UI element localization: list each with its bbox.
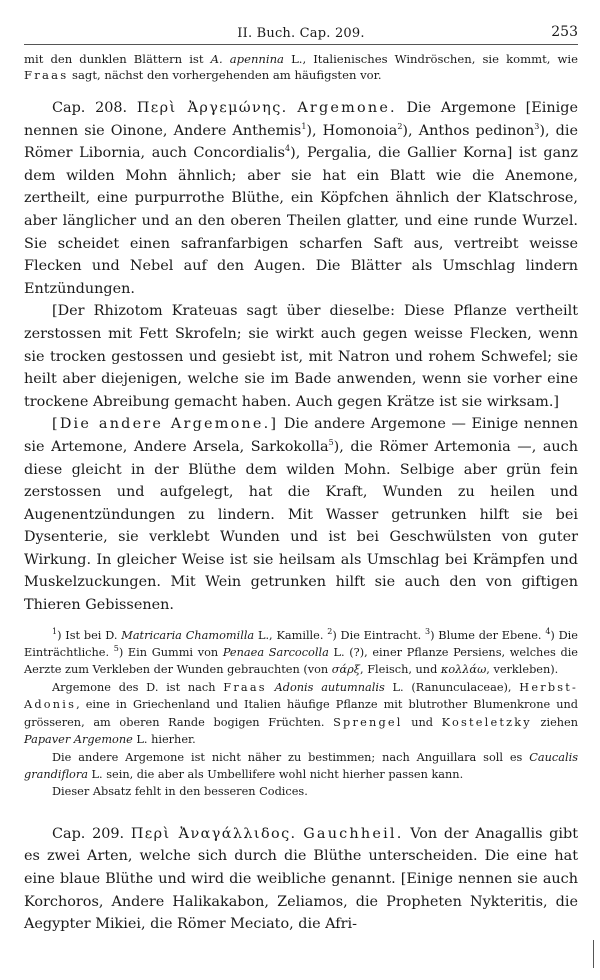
author-name: Fraas: [223, 680, 267, 694]
text-run: sagt, nächst den vorhergehenden am häufigsten vor.: [68, 68, 382, 82]
species-name: Adonis autumnalis: [274, 680, 385, 694]
footnotes-section: [24, 627, 578, 801]
text-run: L. (?), einer Pflanze Persiens, welches die Aerzte zum Verkleben der Wunden gebrauchten (von: [24, 646, 578, 677]
text-run: ), Anthos pedinon: [402, 122, 535, 139]
text-run: ziehen: [531, 715, 579, 729]
chapter-208-paragraph: [24, 97, 578, 300]
common-name: Herbst-Adonis: [24, 680, 579, 712]
text-run: L. sein, die aber als Umbellifere wohl nicht hierher passen kann.: [87, 767, 464, 781]
text-run: Die Argemone [Einige nennen sie Oinone, Andere Anthemis: [24, 100, 578, 139]
text-run: [267, 681, 275, 694]
krateuas-paragraph: [Der Rhizotom Krateuas sagt über dieselbe: Diese Pflanze vertheilt zerstossen mit Fett Skrofeln; sie wirkt auch gegen weisse Flecken, wenn sie trocken gestossen und gesiebt ist, mit Natron und rohem Schwefel; sie heilt aber diejenigen, welche sie im Bade anwenden, wenn sie vorher eine trockene Abreibung gemacht haben. Auch gegen Krätze ist sie wirksam.]: [24, 303, 578, 410]
text-run: Von der Anagallis gibt es zwei Arten, welche sich durch die Blüthe unterscheiden. Die eine hat eine blaue Blüthe und wird die weibliche genannt. [Einige nennen sie auch Korchoros, Andere Halikakabon, Zeliamos, die Propheten Nykteritis, die Aegypter Mikiei, die Römer Meciato, die Afri-: [24, 825, 578, 933]
footnote-number: 5: [113, 644, 119, 654]
text-run: mit den dunklen Blättern ist: [24, 52, 211, 66]
text-run: ) Blume der Ebene.: [430, 628, 546, 642]
footnote-number: 3: [425, 626, 431, 636]
text-run: ), die Römer Libornia, auch Concordialis: [24, 122, 578, 162]
footnote-ref: 5: [328, 438, 334, 448]
text-run: ), Pergalia, die Gallier Korna] ist ganz dem wilden Mohn ähnlich; aber sie hat ein Blatt wie die Anemone, zertheilt, eine purpurrothe Blüthe, ein Köpfchen ähnlich der Klatschrose, aber länglicher und an den oberen Theilen glatter, und eine runde Wurzel. Sie scheidet einen safranfarbigen scharfen Saft aus, vertreibt weisse Flecken und Nebel auf den Augen. Die Blätter als Umschlag lindern Entzündungen.: [24, 145, 578, 297]
chapter-title: Argemone.: [297, 100, 397, 116]
footnote-number: 1: [52, 626, 58, 636]
text-run: Die andere Argemone ist nicht näher zu bestimmen; nach Anguillara soll es: [52, 750, 530, 764]
other-argemone-paragraph: [24, 413, 578, 616]
author-name: Fraas: [24, 68, 69, 82]
text-run: , eine in Griechenland und Italien häufige Pflanze mit blutrother Blumenkrone und grösseren, am oberen Rande bogigen Früchten.: [24, 698, 578, 729]
text-run: Argemone des D. ist nach: [52, 680, 224, 694]
greek-title: Περὶ Ἀναγάλλιδος.: [130, 825, 297, 842]
text-run: , verkleben).: [486, 663, 559, 677]
intro-paragraph: [24, 51, 578, 83]
species-name: Papaver Argemone: [24, 733, 133, 747]
section-title: [Die andere Argemone.]: [52, 416, 279, 433]
text-run: ) Die Eintracht.: [332, 628, 426, 642]
text-run: ) Die Einträchtliche.: [24, 628, 578, 660]
text-run: L., Italienisches Windröschen, sie kommt, wie: [283, 52, 578, 66]
footnote-ref: 3: [534, 121, 540, 131]
chapter-title: Gauchheil.: [303, 825, 404, 842]
running-title: II. Buch. Cap. 209.: [237, 26, 365, 41]
chapter-number: Cap. 208.: [52, 100, 137, 116]
chapter-209-paragraph: [24, 823, 578, 936]
species-name: A. apennina: [210, 52, 284, 66]
text-run: ), Homonoia: [306, 122, 398, 139]
greek-word: κολλάω: [440, 663, 487, 677]
text-run: L. (Ranunculaceae),: [384, 680, 520, 694]
note-caucalis-paragraph: [24, 749, 578, 784]
text-run: Die andere Argemone — Einige nennen sie Artemone, Andere Arsela, Sarkokolla: [24, 416, 578, 455]
text-run: ), die Römer Artemonia —, auch diese gleicht in der Blüthe dem wilden Mohn. Selbige aber grün fein zerstossen und aufgelegt, hat die Kraft, Wunden zu heilen und Augenentzündungen zu lindern. Mit Wasser getrunken hilft sie bei Dysenterie, sie verklebt Wunden und ist bei Geschwülsten von guter Wirkung. In gleicher Weise ist sie heilsam als Umschlag bei Krämpfen und Muskelzuckungen. Mit Wein getrunken hilft sie auch den von giftigen Thieren Gebissenen.: [24, 438, 579, 614]
species-name: Caucalis grandiflora: [24, 750, 578, 781]
footnote-paragraph: [24, 627, 578, 679]
footnote-number: 4: [545, 626, 551, 636]
footnote-number: 2: [327, 626, 333, 636]
author-name: Sprengel: [333, 715, 403, 729]
greek-title: Περὶ Ἀργεμώνης.: [136, 100, 288, 116]
page-edge-mark: [593, 940, 594, 968]
footnote-ref: 4: [285, 144, 291, 154]
text-run: ) Ist bei D.: [57, 628, 122, 642]
note-adonis-paragraph: [24, 679, 578, 749]
text-run: , Fleisch, und: [360, 663, 441, 677]
text-run: L., Kamille.: [254, 628, 328, 642]
footnote-ref: 2: [397, 121, 403, 131]
footnote-ref: 1: [301, 121, 307, 131]
text-run: L. hierher.: [132, 733, 196, 747]
author-name: Kosteletzky: [441, 715, 532, 729]
species-name: Penaea Sarcocolla: [222, 646, 329, 660]
species-name: Matricaria Chamomilla: [121, 628, 255, 642]
text-run: ) Ein Gummi von: [118, 646, 223, 660]
greek-word: σάρξ: [331, 663, 361, 677]
note-codices-paragraph: Dieser Absatz fehlt in den besseren Codices.: [52, 785, 308, 799]
chapter-number: Cap. 209.: [52, 825, 131, 842]
text-run: und: [402, 715, 442, 729]
page-number: 253: [551, 24, 578, 40]
running-header: [24, 0, 578, 45]
